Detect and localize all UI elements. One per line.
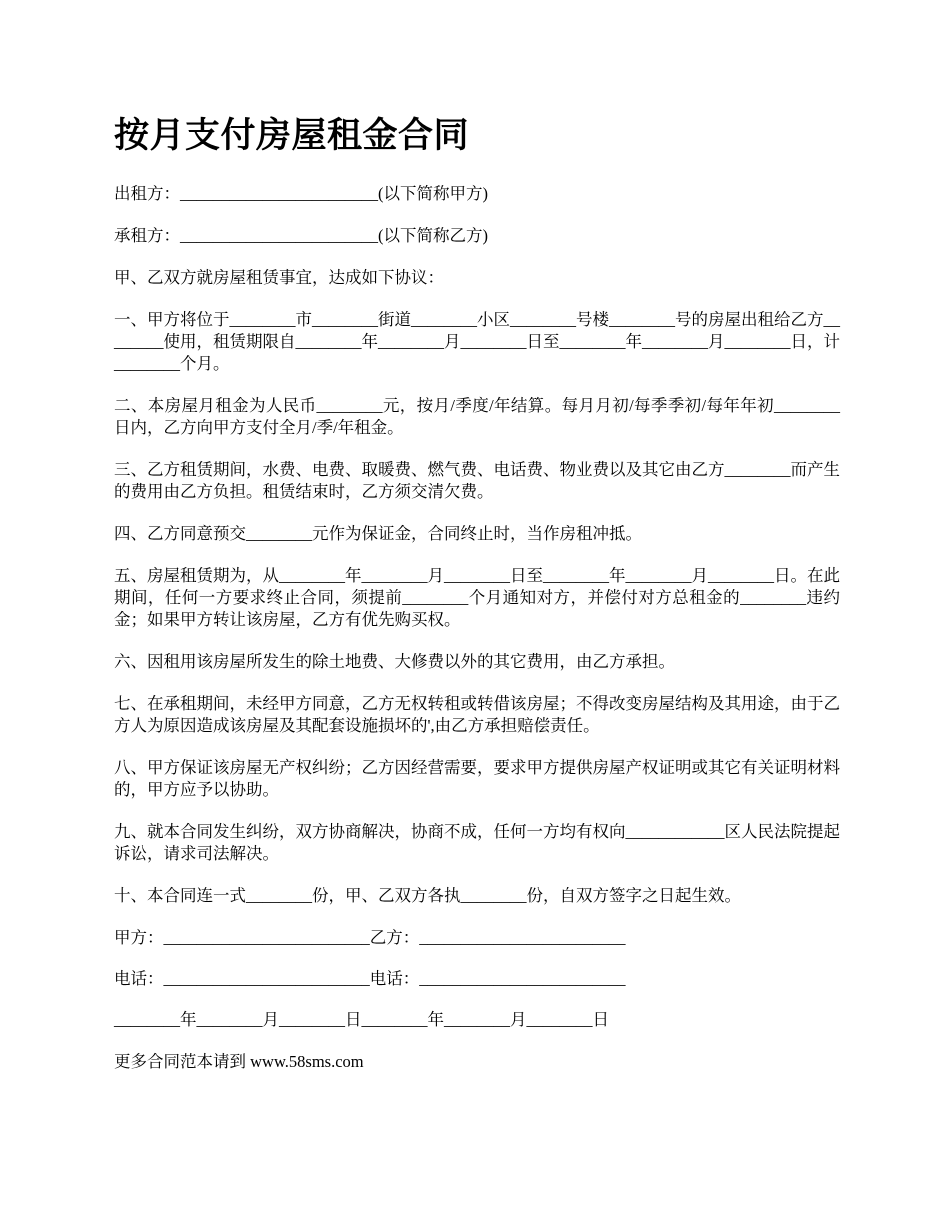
lessor-line: 出租方：________________________(以下简称甲方) bbox=[114, 184, 488, 203]
phone-line: 电话：_________________________电话：_________________________ bbox=[114, 969, 626, 988]
lessee-line: 承租方：________________________(以下简称乙方) bbox=[114, 226, 488, 245]
clause-3: 三、乙方租赁期间，水费、电费、取暖费、燃气费、电话费、物业费以及其它由乙方________而产生的费用由乙方负担。租赁结束时，乙方须交清欠费。 bbox=[114, 460, 840, 501]
clause-4: 四、乙方同意预交________元作为保证金，合同终止时，当作房租冲抵。 bbox=[114, 524, 642, 543]
footer-note: 更多合同范本请到 www.58sms.com bbox=[114, 1052, 364, 1071]
clause-5: 五、房屋租赁期为，从________年________月________日至________年________月________日。在此期间，任何一方要求终止合同，须提前________个月通知对方，并偿付对方总租金的________违约金；如果甲方转让该房屋，乙方有优先购买权。 bbox=[114, 566, 840, 629]
clause-10: 十、本合同连一式________份，甲、乙双方各执________份，自双方签字之日起生效。 bbox=[114, 886, 741, 905]
clause-1: 一、甲方将位于________市________街道________小区________号楼________号的房屋出租给乙方________使用，租赁期限自________年________月________日至________年________月________日，计________个月。 bbox=[114, 310, 840, 373]
clause-9: 九、就本合同发生纠纷，双方协商解决，协商不成，任何一方均有权向____________区人民法院提起诉讼，请求司法解决。 bbox=[114, 822, 840, 863]
document-title: 按月支付房屋租金合同 bbox=[114, 116, 470, 156]
clause-7: 七、在承租期间，未经甲方同意，乙方无权转租或转借该房屋；不得改变房屋结构及其用途，由于乙方人为原因造成该房屋及其配套设施损坏的',由乙方承担赔偿责任。 bbox=[114, 694, 840, 735]
signature-line: 甲方：_________________________乙方：_________________________ bbox=[114, 928, 626, 947]
clause-2: 二、本房屋月租金为人民币________元，按月/季度/年结算。每月月初/每季季初/每年年初________日内，乙方向甲方支付全月/季/年租金。 bbox=[114, 396, 840, 437]
agreement-intro: 甲、乙双方就房屋租赁事宜，达成如下协议： bbox=[114, 268, 444, 287]
clause-8: 八、甲方保证该房屋无产权纠纷；乙方因经营需要，要求甲方提供房屋产权证明或其它有关证明材料的，甲方应予以协助。 bbox=[114, 758, 840, 799]
contract-document bbox=[114, 112, 840, 1073]
date-line: ________年________月________日________年________月________日 bbox=[114, 1010, 609, 1029]
clause-6: 六、因租用该房屋所发生的除土地费、大修费以外的其它费用，由乙方承担。 bbox=[114, 652, 675, 671]
